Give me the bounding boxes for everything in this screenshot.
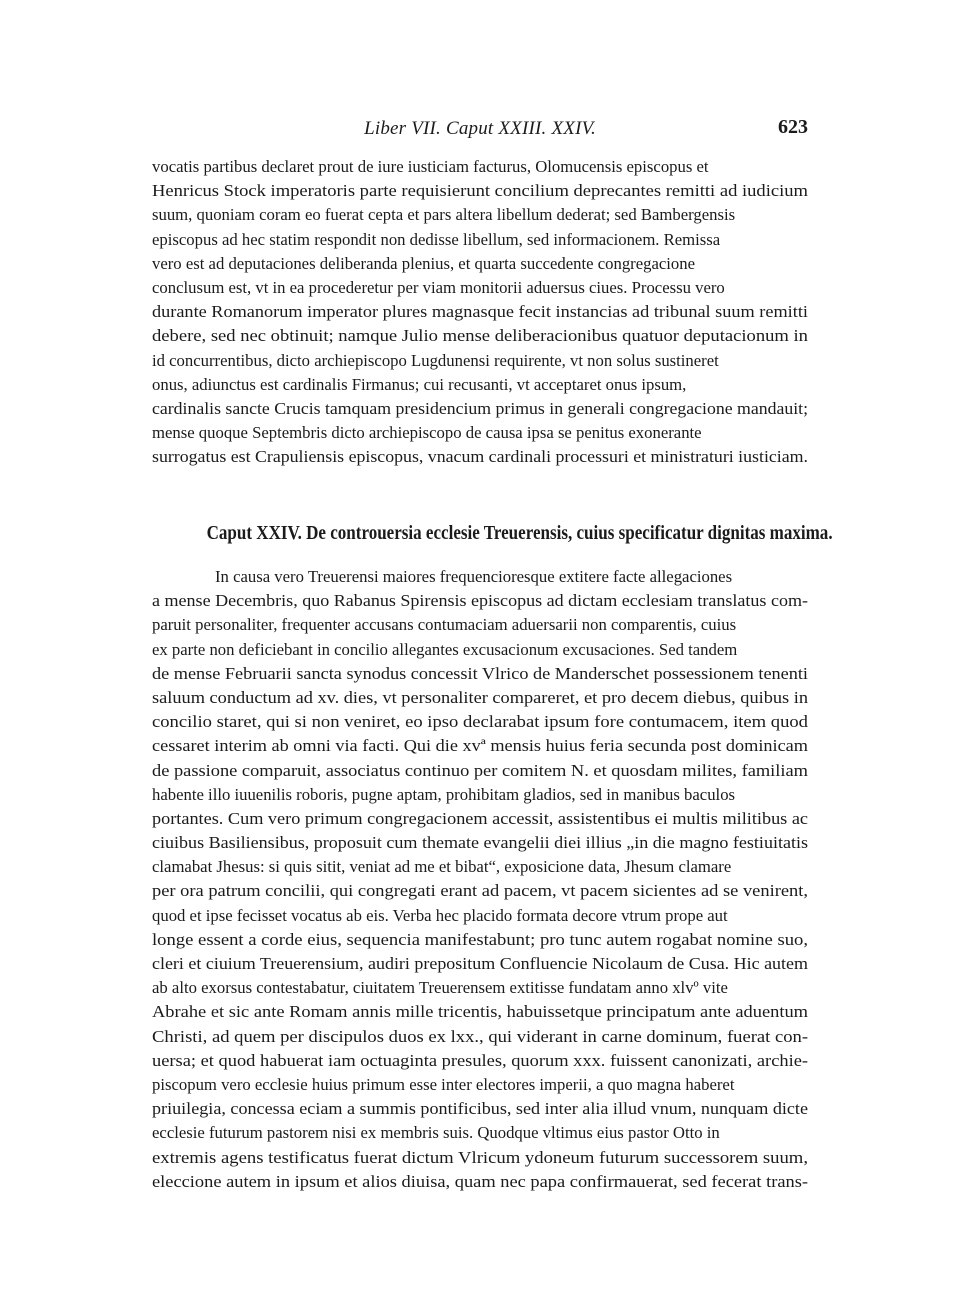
line-text: vero est ad deputaciones deliberanda plenius, et quarta succedente congregacione [152, 253, 696, 273]
line-text: clamabat Jhesus: si quis sitit, veniat ad me et bibat“, exposicione data, Jhesum clamare [152, 857, 732, 877]
text-line [152, 807, 808, 831]
line-text: Henricus Stock imperatoris parte requisierunt concilium deprecantes remitti ad iudicium [152, 181, 808, 201]
line-text: suum, quoniam coram eo fuerat cepta et pars altera libellum dederat; sed Bambergensis [152, 205, 736, 225]
line-text: In causa vero Treuerensi maiores frequencioresque extitere facte allegaciones [215, 567, 733, 586]
line-text: a mense Decembris, quo Rabanus Spirensis episcopus ad dictam ecclesiam translatus com- [152, 591, 809, 611]
line-text: Abrahe et sic ante Romam annis mille tricentis, habuissetque principatum ante aduentum [152, 1002, 808, 1022]
text-line [152, 324, 808, 348]
line-text: habente illo iuuenilis roboris, pugne aptam, prohibitam gladios, sed in manibus baculos [152, 784, 736, 804]
text-line [152, 928, 808, 952]
line-text: ab alto exorsus contestabatur, ciuitatem Treuerensem extitisse fundatam anno xlvº vite [152, 978, 728, 998]
line-text: quod et ipse fecisset vocatus ab eis. Verba hec placido formata decore vtrum prope aut [152, 905, 728, 925]
text-line [152, 831, 808, 855]
text-line [152, 1025, 808, 1049]
line-text: cardinalis sancte Crucis tamquam presidencium primus in generali congregacione mandauit; [152, 398, 809, 418]
line-text: ciuibus Basiliensibus, proposuit cum themate evangelii diei illius „in die magno festiuitatis [152, 833, 809, 853]
line-text: vocatis partibus declaret prout de iure iusticiam facturus, Olomucensis episcopus et [152, 157, 709, 176]
text-line [152, 349, 808, 373]
line-text: durante Romanorum imperator plures magnasque fecit instancias ad tribunal suum remitti [152, 302, 808, 322]
text-line [152, 1146, 808, 1170]
text-line [152, 904, 808, 928]
text-line [152, 855, 808, 879]
line-text: saluum conductum ad xv. dies, vt personaliter compareret, et pro decem diebus, quibus in [152, 687, 809, 707]
text-line [152, 686, 808, 710]
text-line [152, 565, 808, 589]
text-line [152, 203, 808, 227]
line-text: concilio staret, qui si non veniret, eo ipso declarabat ipsum fore contumacem, item quod [152, 712, 808, 732]
line-text: piscopum vero ecclesie huius primum esse inter electores imperii, a quo magna haberet [152, 1074, 735, 1094]
text-line [152, 759, 808, 783]
line-text: conclusum est, vt in ea procederetur per viam monitorii aduersus ciues. Processu vero [152, 277, 725, 297]
page-number: 623 [778, 116, 808, 138]
text-line [152, 228, 808, 252]
line-text: uersa; et quod habuerat iam octuaginta presules, quorum xxx. fuissent canonizati, archie- [152, 1050, 809, 1070]
line-text: de passione comparuit, associatus continuo per comitem N. et quosdam milites, familiam [152, 760, 808, 780]
text-line [152, 155, 808, 179]
text-line [152, 179, 808, 203]
line-text: ecclesie futurum pastorem nisi ex membris suis. Quodque vltimus eius pastor Otto in [152, 1123, 720, 1143]
line-text: eleccione autem in ipsum et alios diuisa, quam nec papa confirmauerat, sed fecerat trans- [152, 1171, 809, 1191]
line-text: longe essent a corde eius, sequencia manifestabunt; pro tunc autem rogabat nomine suo, [152, 929, 808, 949]
text-line [152, 1170, 808, 1194]
text-line [152, 662, 808, 686]
text-line [152, 1121, 808, 1145]
paragraph-chapter-xxiv [152, 565, 808, 1194]
text-line [152, 1073, 808, 1097]
line-text: per ora patrum concilii, qui congregati erant ad pacem, vt pacem sicientes ad se venirent, [152, 881, 809, 901]
text-line [152, 952, 808, 976]
line-text: surrogatus est Crapuliensis episcopus, vnacum cardinali processuri et ministraturi iusticiam. [152, 447, 809, 467]
text-line [152, 421, 808, 445]
text-line [152, 879, 808, 903]
line-text: de mense Februarii sancta synodus concessit Vlrico de Manderschet possessionem tenenti [152, 663, 809, 683]
text-line [152, 976, 808, 1000]
text-line [152, 1049, 808, 1073]
line-text: portantes. Cum vero primum congregacionem accessit, assistentibus ei multis militibus ac [152, 808, 809, 828]
line-text: Christi, ad quem per discipulos duos ex lxx., qui viderant in carne dominum, fuerat con- [152, 1026, 809, 1046]
line-text: cessaret interim ab omni via facti. Qui die xvª mensis huius feria secunda post dominicam [152, 736, 808, 756]
text-line [152, 252, 808, 276]
line-text: cleri et ciuium Treuerensium, audiri prepositum Confluencie Nicolaum de Cusa. Hic autem [152, 954, 808, 973]
text-line [152, 373, 808, 397]
text-line [152, 445, 808, 469]
text-line [152, 613, 808, 637]
text-line [152, 589, 808, 613]
text-line [152, 638, 808, 662]
chapter-heading [152, 522, 833, 552]
text-line [152, 783, 808, 807]
chapter-heading-text: Caput XXIV. De controuersia ecclesie Treuerensis, cuius specificatur dignitas maxima. [206, 522, 833, 544]
text-line [152, 397, 808, 421]
text-line [152, 276, 808, 300]
text-line [152, 734, 808, 758]
line-text: paruit personaliter, frequenter accusans contumaciam aduersarii non comparentis, cuius [152, 615, 737, 635]
line-text: id concurrentibus, dicto archiepiscopo Lugdunensi requirente, vt non solus sustineret [152, 350, 719, 370]
text-line [152, 300, 808, 324]
text-line [152, 1097, 808, 1121]
text-line [152, 710, 808, 734]
line-text: ex parte non deficiebant in concilio allegantes excusacionum excusaciones. Sed tandem [152, 639, 738, 659]
paragraph-continued [152, 155, 808, 469]
line-text: extremis agens testificatus fuerat dictum Vlricum ydoneum futurum successorem suum, [152, 1147, 809, 1167]
line-text: mense quoque Septembris dicto archiepiscopo de causa ipsa se penitus exonerante [152, 423, 702, 443]
line-text: onus, adiunctus est cardinalis Firmanus; cui recusanti, vt acceptaret onus ipsum, [152, 374, 687, 394]
line-text: priuilegia, concessa eciam a summis pontificibus, sed inter alia illud vnum, nunquam dicte [152, 1099, 809, 1119]
running-head [152, 116, 808, 146]
text-line [152, 1000, 808, 1024]
running-title: Liber VII. Caput XXIII. XXIV. [364, 118, 596, 139]
line-text: episcopus ad hec statim respondit non dedisse libellum, sed informacionem. Remissa [152, 229, 721, 249]
line-text: debere, sed nec obtinuit; namque Julio mense deliberacionibus quatuor deputacionum in [152, 326, 808, 346]
